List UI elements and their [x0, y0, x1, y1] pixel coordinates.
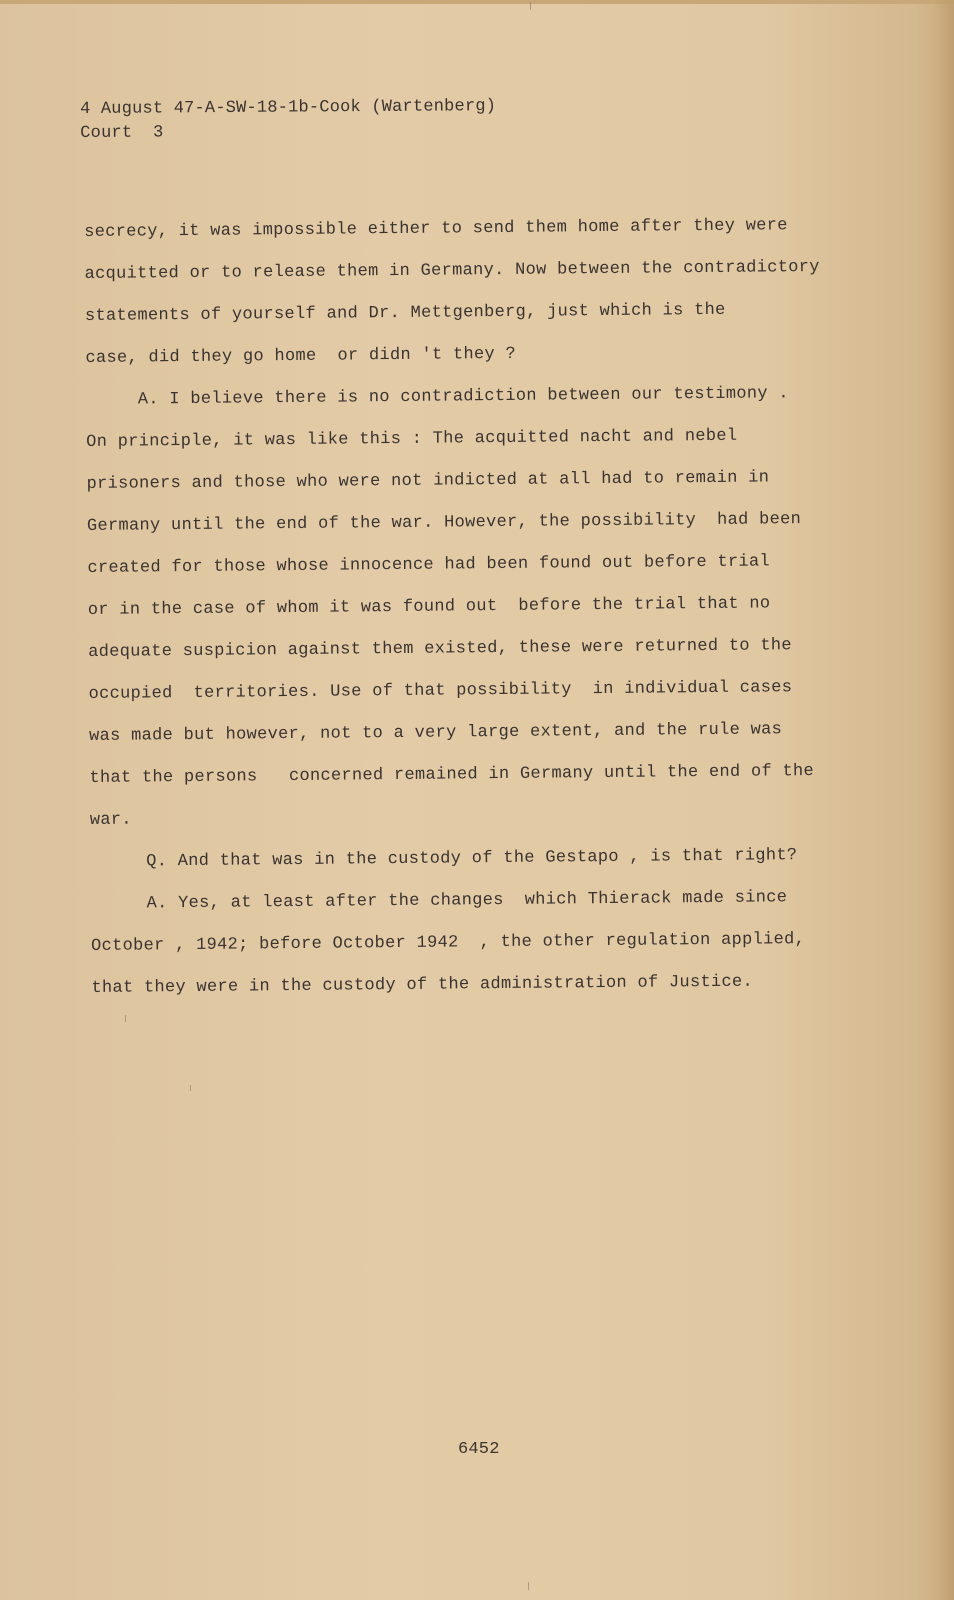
- text-line: On principle, it was like this : The acquitted nacht and nebel: [86, 426, 738, 452]
- paper-right-edge: [932, 0, 954, 1600]
- paper-speck: [530, 2, 531, 10]
- answer-line: A. Yes, at least after the changes which Thierack made since: [146, 888, 788, 914]
- text-line: prisoners and those who were not indicted at all had to remain in: [86, 468, 770, 494]
- text-line: was made but however, not to a very large extent, and the rule was: [88, 720, 783, 746]
- paper-speck: [528, 1582, 529, 1590]
- text-line: acquitted or to release them in Germany. Now between the contradictory: [84, 257, 820, 284]
- text-line: statements of yourself and Dr. Mettgenberg, just which is the: [84, 300, 726, 326]
- text-line: adequate suspicion against them existed, these were returned to the: [88, 636, 792, 662]
- text-line: Germany until the end of the war. However, the possibility had been: [86, 510, 802, 536]
- document-header: [80, 95, 496, 146]
- text-line: created for those whose innocence had been found out before trial: [87, 552, 771, 578]
- paper-speck: [190, 1085, 191, 1091]
- transcript-body: [84, 205, 822, 1010]
- text-line: occupied territories. Use of that possibility in individual cases: [88, 678, 793, 704]
- text-line: case, did they go home or didn 't they ?: [85, 344, 517, 368]
- paper-speck: [125, 1015, 126, 1022]
- header-line-2: Court 3: [80, 123, 164, 143]
- paper-top-edge: [0, 0, 954, 4]
- text-line: secrecy, it was impossible either to send them home after they were: [84, 216, 788, 242]
- text-line: or in the case of whom it was found out before the trial that no: [87, 594, 771, 620]
- text-line: war.: [89, 810, 132, 830]
- text-line: October , 1942; before October 1942 , the other regulation applied,: [90, 930, 806, 956]
- text-line: that they were in the custody of the administration of Justice.: [91, 972, 754, 998]
- header-line-1: 4 August 47-A-SW-18-1b-Cook (Wartenberg): [80, 97, 497, 119]
- answer-line: A. I believe there is no contradiction between our testimony .: [137, 384, 789, 410]
- page-number: 6452: [458, 1440, 500, 1459]
- text-line: that the persons concerned remained in Germany until the end of the: [89, 762, 815, 788]
- question-line: Q. And that was in the custody of the Gestapo , is that right?: [146, 846, 798, 872]
